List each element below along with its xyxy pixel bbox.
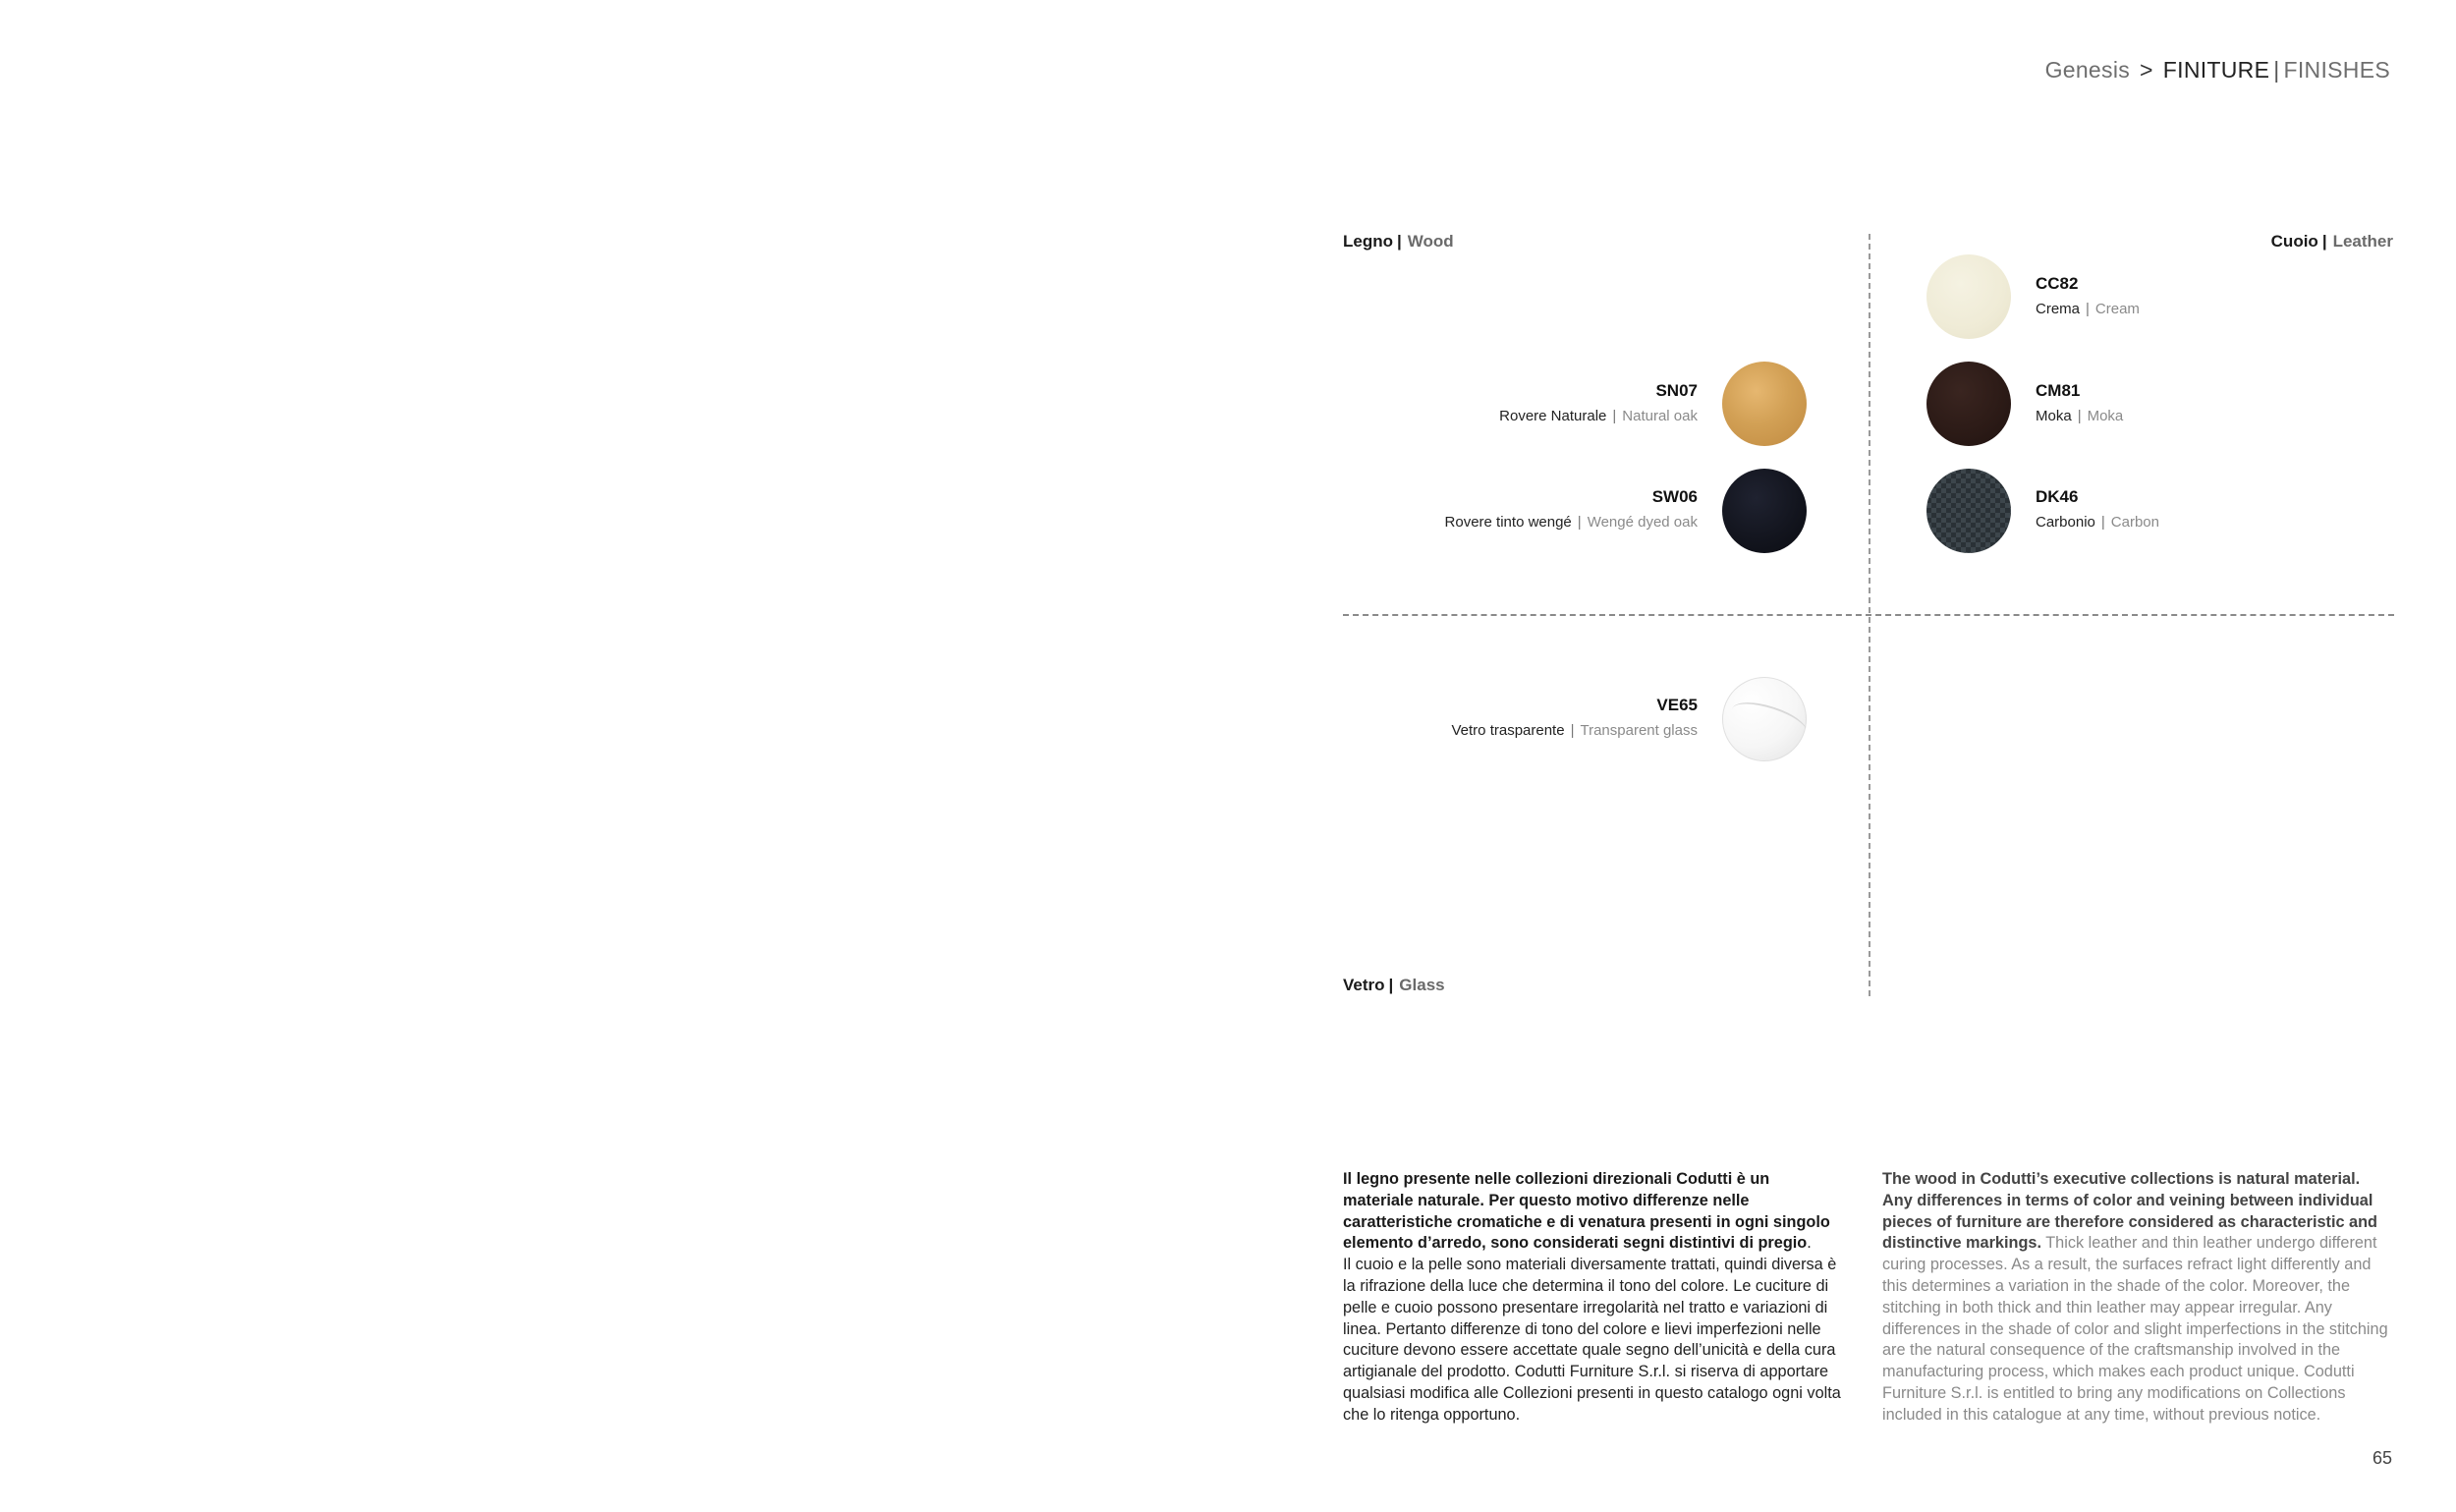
category-wood-label: Legno | Wood <box>1343 232 1454 251</box>
swatch-sn07-natural-oak <box>1722 362 1807 446</box>
body-text-english: The wood in Codutti’s executive collections is natural material. Any differences in terms of color and veining between individual pieces of furniture are therefore considered as characteristic and distinctive markings. Thick leather and thin leather undergo different curing processes. As a result, the surfaces refract light differently and this determines a variation in the shade of the color. Moreover, the stitching in both thick and thin leather may appear irregular. Any differences in the shade of color and slight imperfections in the stitching are the natural consequence of the craftsmanship involved in the manufacturing process, which makes each product unique. Codutti Furniture S.r.l. is entitled to bring any modifications on Collections included in this catalogue at any time, without previous notice. <box>1882 1170 2388 1424</box>
swatch-dk46-code: DK46 <box>2036 487 2079 506</box>
swatch-cm81-code: CM81 <box>2036 381 2081 400</box>
swatch-dk46-description: Carbonio | Carbon <box>2036 514 2159 531</box>
category-glass-label: Vetro | Glass <box>1343 976 1445 994</box>
swatch-cc82-code: CC82 <box>2036 274 2079 293</box>
swatch-sn07-description: Rovere Naturale | Natural oak <box>1499 408 1698 424</box>
swatch-cm81-moka <box>1926 362 2011 446</box>
swatch-sw06-description: Rovere tinto wengé | Wengé dyed oak <box>1444 514 1698 531</box>
swatch-ve65-description: Vetro trasparente | Transparent glass <box>1451 722 1698 739</box>
body-text-italian: Il legno presente nelle collezioni direzionali Codutti è un materiale naturale. Per questo motivo differenze nelle caratteristiche cromatiche e di venatura presenti in ogni singolo elemento d’arredo, sono considerati segni distintivi di pregio. Il cuoio e la pelle sono materiali diversamente trattati, quindi diversa è la rifrazione della luce che determina il tono del colore. Le cuciture di pelle e cuoio possono presentare irregolarità nel tratto e variazioni di linea. Pertanto differenze di tono del colore e lievi imperfezioni nelle cuciture devono essere accettate quale segno dell’unicità e della cura artigianale del prodotto. Codutti Furniture S.r.l. si riserva di apportare qualsiasi modifica alle Collezioni presenti in questo catalogo ogni volta che lo ritenga opportuno. <box>1343 1170 1841 1424</box>
swatch-sw06-code: SW06 <box>1651 487 1698 506</box>
category-leather-label: Cuoio | Leather <box>2270 232 2393 251</box>
swatch-cc82-cream <box>1926 254 2011 339</box>
page-number: 65 <box>2372 1448 2393 1468</box>
swatch-sw06-wenge-oak <box>1722 469 1807 553</box>
swatch-cm81-description: Moka | Moka <box>2036 408 2124 424</box>
breadcrumb <box>2045 57 2390 84</box>
breadcrumb-separator: | <box>2273 57 2280 83</box>
swatch-dk46-carbon <box>1926 469 2011 553</box>
section-title-it: FINITURE <box>2162 57 2270 83</box>
horizontal-divider <box>1343 614 2394 616</box>
swatch-cc82-description: Crema | Cream <box>2036 301 2140 317</box>
swatch-sn07-code: SN07 <box>1655 381 1698 400</box>
swatch-ve65-transparent-glass <box>1722 677 1807 761</box>
brand-name: Genesis <box>2044 57 2131 83</box>
section-title-en: FINISHES <box>2283 57 2390 83</box>
swatch-ve65-code: VE65 <box>1656 696 1698 714</box>
breadcrumb-arrow: > <box>2140 57 2153 83</box>
